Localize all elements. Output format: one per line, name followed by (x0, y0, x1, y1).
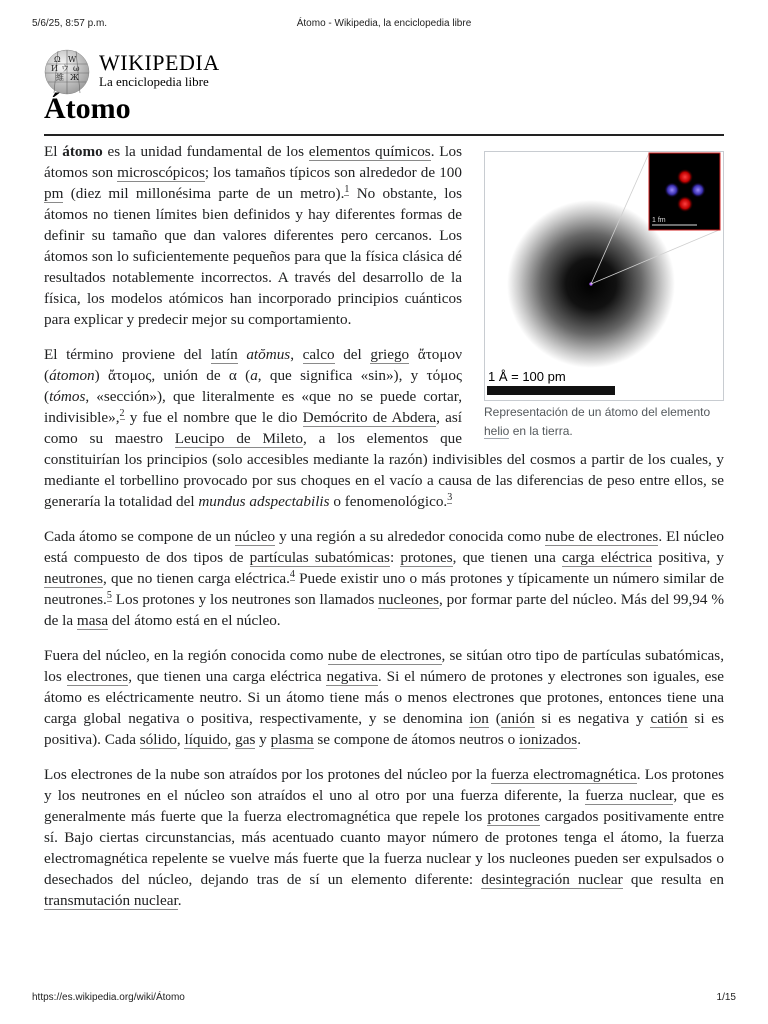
link-particulas-subatomicas[interactable]: partículas subatómicas (249, 549, 390, 566)
wikipedia-wordmark: WIKIPEDIA (99, 50, 220, 75)
link-helio[interactable]: helio (484, 424, 510, 438)
scale-bar (487, 386, 615, 395)
link-masa[interactable]: masa (76, 612, 109, 629)
paragraph-1: El átomo es la unidad fundamental de los elementos químicos. Los átomos son microscópicos; los tamaños típicos son alrededor de 100 pm (diez mil millonésima parte de un metro).$^1$ No obstante, los átomos no tienen límites bien definidos y hay diferentes formas de definir su tamaño que dan valores diferentes pero cercanos. Los átomos son lo suficientemente pequeños para que la física clásica dé resultados notablemente incorrectos. A través del desarrollo de la física, los modelos atómicos han incorporado principios cuánticos para explicar y predecir mejor su comportamiento. (44, 143, 463, 328)
reference-4[interactable]: 4 (289, 568, 295, 580)
link-carga-electrica[interactable]: carga eléctrica (562, 549, 653, 566)
reference-2[interactable]: 2 (119, 407, 125, 419)
helium-atom-illustration (485, 152, 723, 400)
print-url: https://es.wikipedia.org/wiki/Átomo (32, 992, 185, 1003)
link-solido[interactable]: sólido (139, 731, 177, 748)
print-date: 5/6/25, 8:57 p.m. (32, 18, 108, 29)
paragraph-3: Cada átomo se compone de un núcleo y una región a su alrededor conocida como nube de electrones. El núcleo está compuesto de dos tipos de partículas subatómicas: protones, que tienen una carga eléctrica positiva, y neutrones, que no tienen carga eléctrica.$^4$ Puede existir uno o más protones y típicamente un número similar de neutrones.$^5$ Los protones y los neutrones son llamados nucleones, por formar parte del núcleo. Más del 99,94 % de la masa del átomo está en el núcleo. (44, 528, 724, 629)
svg-text:ω: ω (73, 64, 80, 73)
wikipedia-tagline: La enciclopedia libre (99, 74, 209, 89)
link-nucleo[interactable]: núcleo (234, 528, 276, 545)
link-democrito[interactable]: Demócrito de Abdera (302, 409, 437, 426)
nucleus-inset (649, 153, 720, 230)
link-electrones[interactable]: electrones (66, 668, 129, 685)
link-elementos-quimicos[interactable]: elementos químicos (308, 143, 431, 160)
link-liquido[interactable]: líquido (184, 731, 228, 748)
link-cation[interactable]: catión (650, 710, 688, 727)
svg-text:И: И (51, 64, 58, 73)
paragraph-4: Fuera del núcleo, en la región conocida como nube de electrones, se sitúan otro tipo de partículas subatómicas, los electrones, que tienen una carga eléctrica negativa. Si el número de protones y electrones son iguales, ese átomo es eléctricamente neutro. Si un átomo tiene más o menos electrones que protones, entonces tiene una carga global negativa o positiva, respectivamente, y se denomina ion (anión si es negativa y catión si es positiva). Cada sólido, líquido, gas y plasma se compone de átomos neutros o ionizados. (44, 647, 725, 748)
infobox-caption: Representación de un átomo del elemento helio en la tierra. (484, 405, 711, 438)
link-griego[interactable]: griego (370, 346, 410, 363)
link-negativa[interactable]: negativa (326, 668, 378, 685)
svg-text:維: 維 (56, 73, 64, 82)
link-ionizados[interactable]: ionizados (519, 731, 578, 748)
link-protones[interactable]: protones (400, 549, 453, 566)
paragraph-5: Los electrones de la nube son atraídos por los protones del núcleo por la fuerza electromagnética. Los protones y los neutrones en el núcleo son atraídos el uno al otro por una fuerza diferente, la fuerza nuclear, que es generalmente más fuerte que la fuerza electromagnética que repele los protones cargados positivamente entre sí. Bajo ciertas circunstancias, más acentuado cuanto mayor número de protones tenga el átomo, la fuerza electromagnética repelente se vuelve más fuerte que la fuerza nuclear y los nucleones pueden ser expulsados o desechados del núcleo, dejando tras de sí un elemento diferente: desintegración nuclear que resulta en transmutación nuclear. (44, 766, 725, 909)
title-divider (44, 134, 724, 136)
link-pm[interactable]: pm (44, 185, 64, 202)
paragraph-2: El término proviene del latín atŏmus, calco del griego ἄτομον (átomon) ἄτομος, unión de α (a, que significa «sin»), y τόμος (tómos, «sección»), que literalmente es «que no se puede cortar, indivisible»,$^2$ y fue el nombre que le dio Demócrito de Abdera, así como su maestro Leucipo de Mileto, a los elementos que constituirían los principios (solo accesibles mediante la razón) indivisibles del cosmos a partir de los cuales, y mediante el torbellino provocado por sus choques en el vacío a causa de las diferencias de peso entre ellos, se generaría la totalidad del mundus adspectabilis o fenomenológico.$^3$ (44, 346, 724, 510)
article-content (44, 141, 724, 925)
helium-atom-figure[interactable] (484, 151, 724, 401)
link-leucipo[interactable]: Leucipo de Mileto (174, 430, 303, 447)
print-footer (32, 992, 736, 1006)
inset-scale-label: 1 fm (652, 217, 666, 224)
link-latin[interactable]: latín (210, 346, 238, 363)
link-anion[interactable]: anión (500, 710, 535, 727)
reference-1[interactable]: 1 (344, 183, 350, 195)
wikipedia-logo[interactable] (42, 46, 242, 96)
svg-text:ウ: ウ (61, 64, 69, 73)
link-ion[interactable]: ion (469, 710, 489, 727)
link-fuerza-electromagnetica[interactable]: fuerza electromagnética (490, 766, 637, 783)
link-gas[interactable]: gas (235, 731, 256, 748)
link-nube-de-electrones[interactable]: nube de electrones (545, 528, 659, 545)
svg-text:Ж: Ж (70, 73, 79, 82)
link-protones-2[interactable]: protones (487, 808, 540, 825)
reference-3[interactable]: 3 (447, 491, 453, 503)
link-neutrones[interactable]: neutrones (44, 570, 104, 587)
link-fuerza-nuclear[interactable]: fuerza nuclear (585, 787, 674, 804)
print-title: Átomo - Wikipedia, la enciclopedia libre (296, 18, 472, 29)
print-header (32, 18, 736, 32)
link-microscopicos[interactable]: microscópicos (117, 164, 205, 181)
page-title: Átomo (44, 92, 131, 125)
svg-text:W: W (68, 55, 77, 64)
reference-5[interactable]: 5 (106, 589, 112, 601)
link-desintegracion-nuclear[interactable]: desintegración nuclear (481, 871, 623, 888)
link-nube-de-electrones-2[interactable]: nube de electrones (327, 647, 442, 664)
svg-text:Ω: Ω (54, 55, 61, 64)
page-counter: 1/15 (716, 992, 736, 1003)
link-nucleones[interactable]: nucleones (378, 591, 439, 608)
link-transmutacion-nuclear[interactable]: transmutación nuclear (44, 892, 178, 909)
wikipedia-globe-icon (42, 46, 92, 96)
scale-label: 1 Å = 100 pm (488, 369, 566, 384)
link-plasma[interactable]: plasma (270, 731, 314, 748)
infobox (484, 151, 724, 441)
link-calco[interactable]: calco (302, 346, 335, 363)
